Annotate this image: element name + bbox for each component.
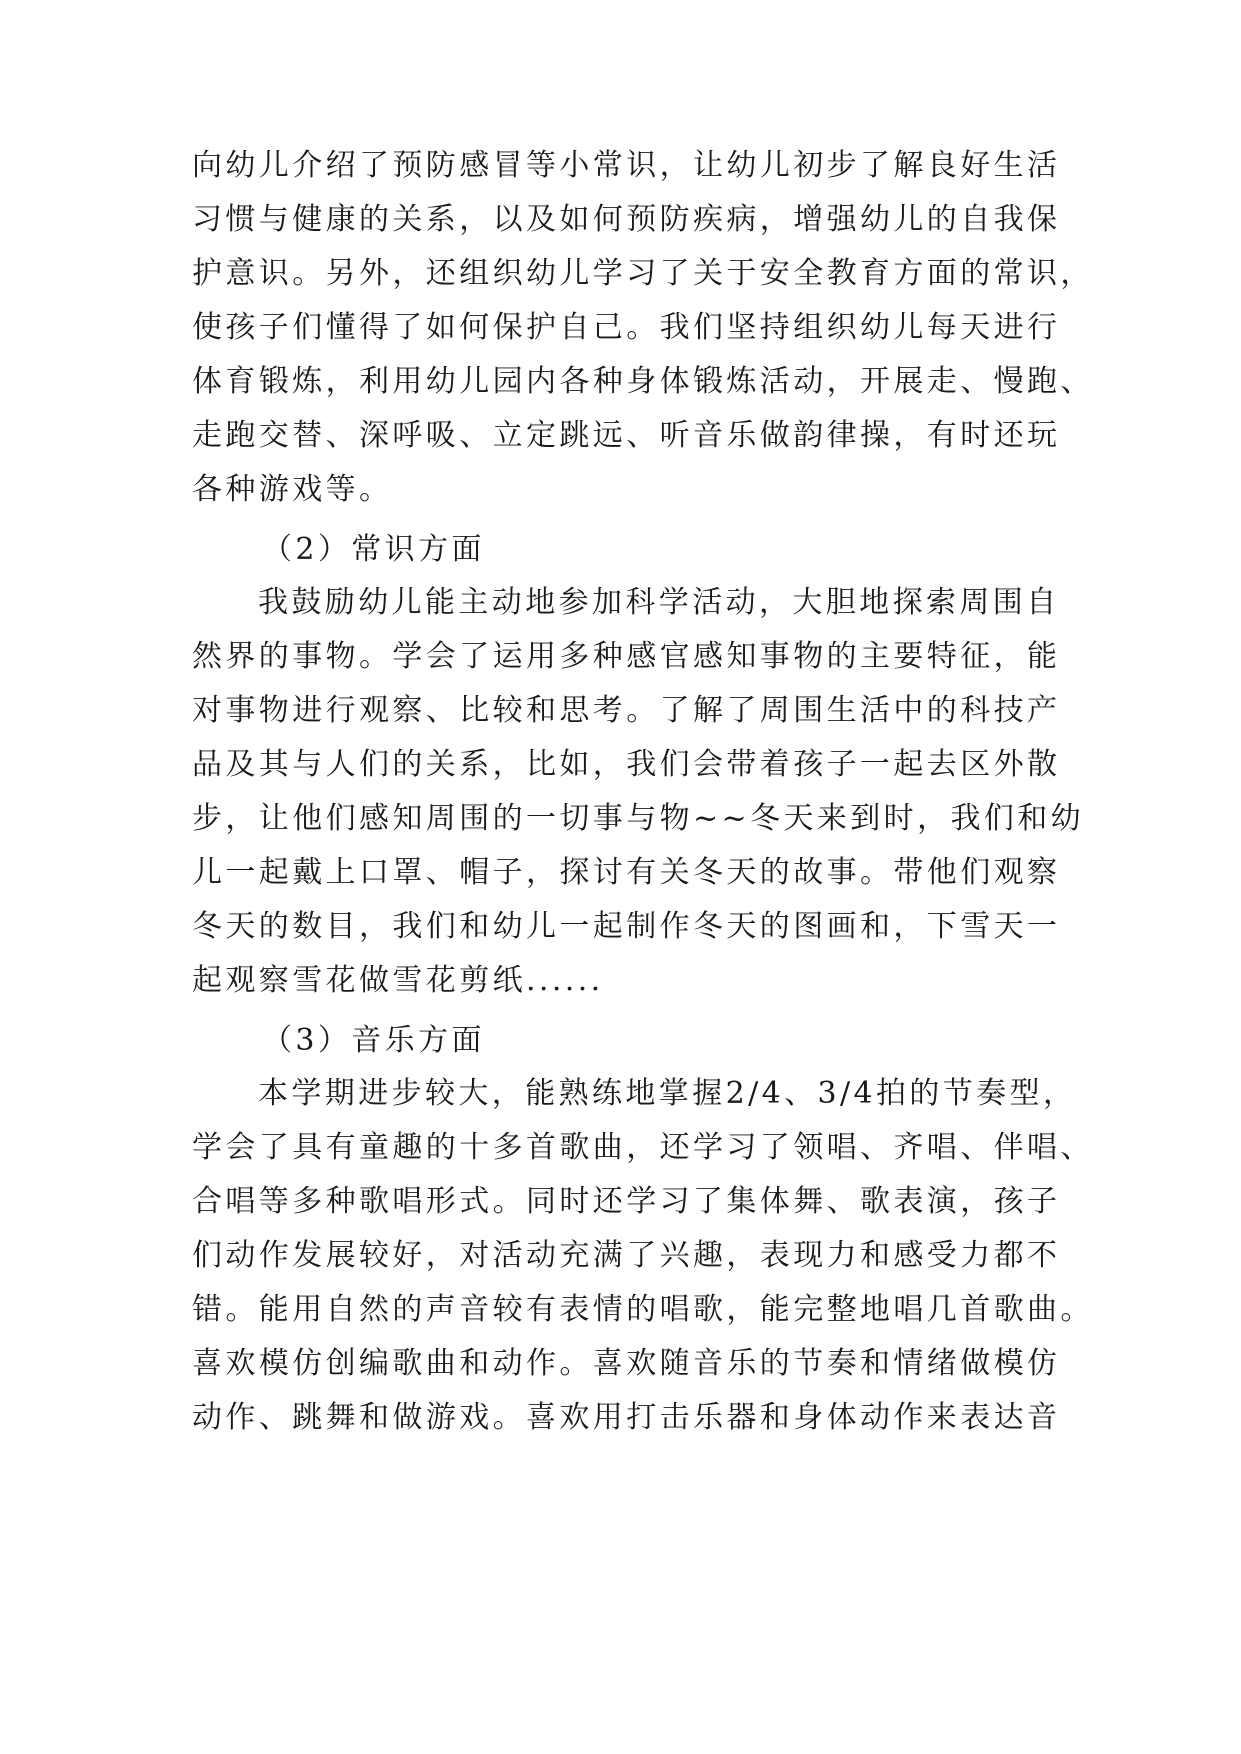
paragraph-line: 喜欢模仿创编歌曲和动作。喜欢随音乐的节奏和情绪做模仿 [192, 1346, 1061, 1381]
paragraph-line: 然界的事物。学会了运用多种感官感知事物的主要特征，能 [192, 639, 1061, 674]
paragraph-line: 走跑交替、深呼吸、立定跳远、听音乐做韵律操，有时还玩 [192, 418, 1061, 453]
paragraph-line: 冬天的数目，我们和幼儿一起制作冬天的图画和，下雪天一 [192, 909, 1061, 944]
paragraph-line: 错。能用自然的声音较有表情的唱歌，能完整地唱几首歌曲。 [192, 1292, 1094, 1327]
paragraph-line: 动作、跳舞和做游戏。喜欢用打击乐器和身体动作来表达音 [192, 1400, 1061, 1435]
paragraph-line: 们动作发展较好，对活动充满了兴趣，表现力和感受力都不 [192, 1238, 1061, 1273]
paragraph-line: 儿一起戴上口罩、帽子，探讨有关冬天的故事。带他们观察 [192, 855, 1061, 890]
paragraph-line: 合唱等多种歌唱形式。同时还学习了集体舞、歌表演，孩子 [192, 1184, 1061, 1219]
paragraph-line: 使孩子们懂得了如何保护自己。我们坚持组织幼儿每天进行 [192, 310, 1061, 345]
section-heading-knowledge: （2）常识方面 [262, 532, 485, 567]
paragraph-line: 习惯与健康的关系，以及如何预防疾病，增强幼儿的自我保 [192, 202, 1061, 237]
paragraph-line: 品及其与人们的关系，比如，我们会带着孩子一起去区外散 [192, 747, 1061, 782]
paragraph-line: 本学期进步较大，能熟练地掌握2/4、3/4拍的节奏型， [258, 1076, 1077, 1111]
paragraph-line: 向幼儿介绍了预防感冒等小常识，让幼儿初步了解良好生活 [192, 148, 1061, 183]
paragraph-line: 各种游戏等。 [192, 472, 393, 507]
paragraph-line: 步，让他们感知周围的一切事与物~~冬天来到时，我们和幼 [192, 801, 1085, 836]
section-heading-music: （3）音乐方面 [262, 1023, 485, 1058]
paragraph-line: 我鼓励幼儿能主动地参加科学活动，大胆地探索周围自 [258, 585, 1060, 620]
paragraph-line: 起观察雪花做雪花剪纸...... [192, 963, 604, 998]
paragraph-line: 护意识。另外，还组织幼儿学习了关于安全教育方面的常识， [192, 256, 1094, 291]
paragraph-line: 学会了具有童趣的十多首歌曲，还学习了领唱、齐唱、伴唱、 [192, 1130, 1094, 1165]
paragraph-line: 对事物进行观察、比较和思考。了解了周围生活中的科技产 [192, 693, 1061, 728]
paragraph-line: 体育锻炼，利用幼儿园内各种身体锻炼活动，开展走、慢跑、 [192, 364, 1094, 399]
